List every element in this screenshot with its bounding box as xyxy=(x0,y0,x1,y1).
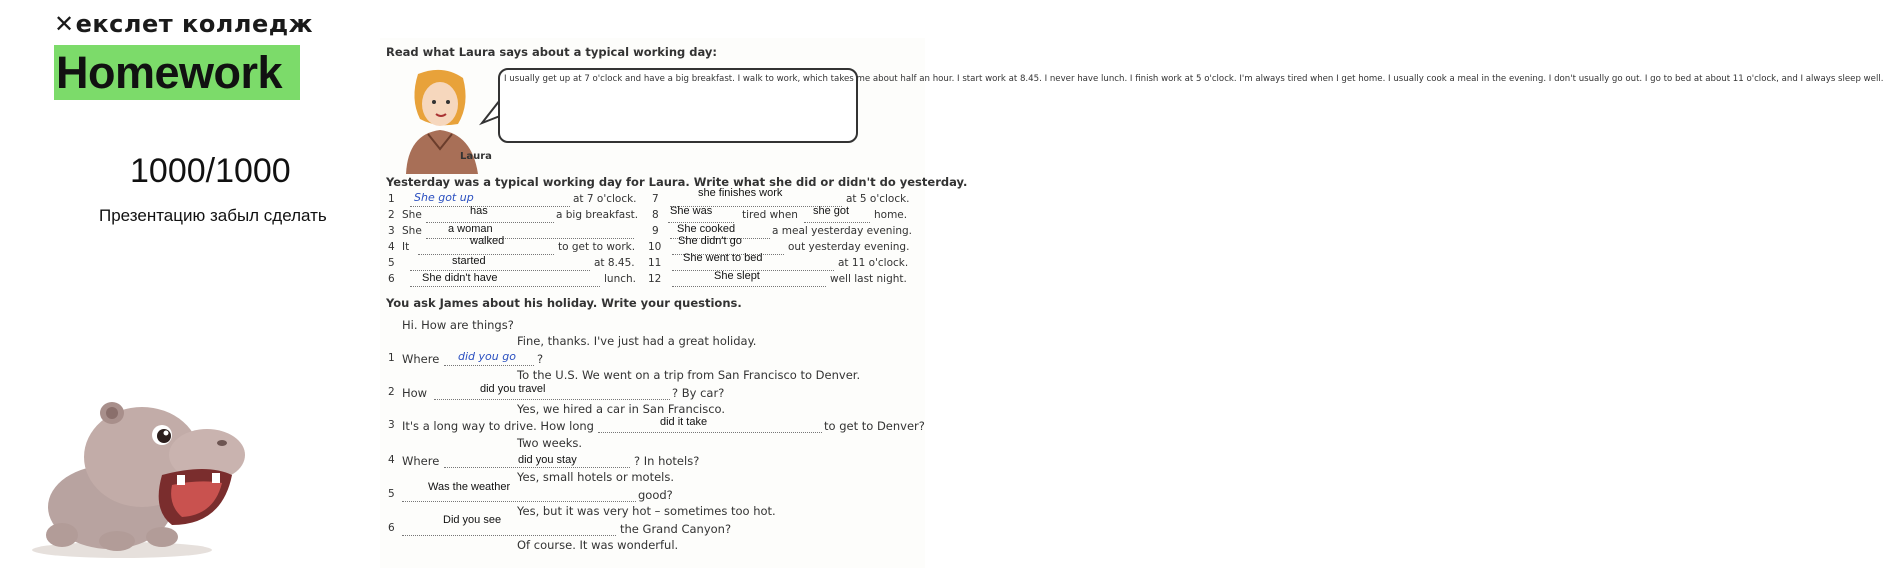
dialogue-reply: Fine, thanks. I've just had a great holiday. xyxy=(517,334,757,348)
question-end: ? In hotels? xyxy=(634,454,700,468)
sentence-end: home. xyxy=(874,209,908,221)
sentence-end: at 5 o'clock. xyxy=(846,193,910,205)
item-number: 4 xyxy=(388,454,395,466)
sentence-end: at 8.45. xyxy=(594,257,635,269)
answer-text: Was the weather xyxy=(428,481,511,493)
sentence-end: out yesterday evening. xyxy=(788,241,910,253)
answer-text: she finishes work xyxy=(698,187,783,199)
sentence-end: at 7 o'clock. xyxy=(573,193,637,205)
dialogue-reply: Yes, small hotels or motels. xyxy=(517,470,674,484)
item-number: 5 xyxy=(388,257,395,269)
question-start: How xyxy=(402,386,428,400)
sentence-start: She xyxy=(402,209,422,221)
item-number: 3 xyxy=(388,225,395,237)
section3-heading: You ask James about his holiday. Write your questions. xyxy=(386,296,742,310)
dialogue-line: Hi. How are things? xyxy=(402,318,514,332)
answer-text: She slept xyxy=(714,270,760,282)
answer-text: did it take xyxy=(660,416,708,428)
sentence-end: lunch. xyxy=(604,273,636,285)
brand-logo xyxy=(54,10,313,38)
answer-text: Did you see xyxy=(443,514,502,526)
brand-mark: ✕ xyxy=(54,10,75,38)
question-start: Where xyxy=(402,454,440,468)
sentence-start: She xyxy=(402,225,422,237)
question-end: the Grand Canyon? xyxy=(620,522,732,536)
hippo-illustration xyxy=(22,385,252,560)
answer-text: did you travel xyxy=(480,383,546,395)
page-title: Homework xyxy=(56,47,283,98)
dialogue-reply: Yes, but it was very hot – sometimes too hot. xyxy=(517,504,776,518)
dialogue-reply: Of course. It was wonderful. xyxy=(517,538,679,552)
question-start: Where xyxy=(402,352,440,366)
answer-text: a woman xyxy=(448,223,493,235)
speaker-name: Laura xyxy=(460,151,492,162)
sentence-start: It xyxy=(402,241,410,253)
answer-text: She didn't go xyxy=(678,235,742,247)
answer-text: walked xyxy=(470,235,505,247)
dialogue-reply: Two weeks. xyxy=(517,436,583,450)
item-number: 1 xyxy=(388,193,395,205)
score: 1000/1000 xyxy=(130,152,291,190)
item-number: 2 xyxy=(388,386,395,398)
section2-heading: Yesterday was a typical working day for Laura. Write what she did or didn't do yesterday. xyxy=(386,175,968,189)
item-number: 6 xyxy=(388,273,395,285)
answer-text: she got xyxy=(813,205,850,217)
item-number: 12 xyxy=(648,273,662,285)
brand-name: екслет колледж xyxy=(75,10,313,38)
sentence-mid: tired when xyxy=(742,209,798,221)
sentence-end: at 11 o'clock. xyxy=(838,257,909,269)
item-number: 3 xyxy=(388,419,395,431)
answer-text: did you stay xyxy=(518,454,577,466)
question-end: ? xyxy=(537,352,544,366)
speech-text: I usually get up at 7 o'clock and have a big breakfast. I walk to work, which takes me about half an hour. I start work at 8.45. I never have lunch. I finish work at 5 o'clock. I'm always tired when I get home. I usually cook a meal in the evening. I don't usually go out. I go to bed at about 11 o'clock, and I always sleep well. xyxy=(504,74,1883,84)
item-number: 11 xyxy=(648,257,662,269)
answer-text: She went to bed xyxy=(683,252,763,264)
item-number: 8 xyxy=(652,209,659,221)
item-number: 5 xyxy=(388,488,395,500)
item-number: 10 xyxy=(648,241,662,253)
sentence-end: to get to work. xyxy=(558,241,636,253)
handwritten-answer: did you go xyxy=(458,350,516,363)
sentence-end: well last night. xyxy=(830,273,907,285)
question-end: ? By car? xyxy=(672,386,725,400)
question-start: It's a long way to drive. How long xyxy=(402,419,594,433)
item-number: 9 xyxy=(652,225,659,237)
item-number: 2 xyxy=(388,209,395,221)
note: Презентацию забыл сделать xyxy=(99,206,327,225)
answer-text: She cooked xyxy=(677,223,736,235)
answer-text: She didn't have xyxy=(422,272,498,284)
item-number: 7 xyxy=(652,193,659,205)
item-number: 6 xyxy=(388,522,395,534)
sentence-end: a meal yesterday evening. xyxy=(772,225,913,237)
question-end: to get to Denver? xyxy=(824,419,925,433)
dialogue-reply: To the U.S. We went on a trip from San Francisco to Denver. xyxy=(517,368,861,382)
item-number: 1 xyxy=(388,352,395,364)
item-number: 4 xyxy=(388,241,395,253)
answer-text: started xyxy=(452,255,486,267)
section1-heading: Read what Laura says about a typical working day: xyxy=(386,45,718,59)
sentence-end: a big breakfast. xyxy=(556,209,639,221)
dialogue-reply: Yes, we hired a car in San Francisco. xyxy=(517,402,726,416)
handwritten-answer: She got up xyxy=(414,191,474,204)
answer-text: She was xyxy=(670,205,713,217)
answer-text: has xyxy=(470,205,488,217)
question-end: good? xyxy=(638,488,673,502)
worksheet xyxy=(380,38,1883,568)
